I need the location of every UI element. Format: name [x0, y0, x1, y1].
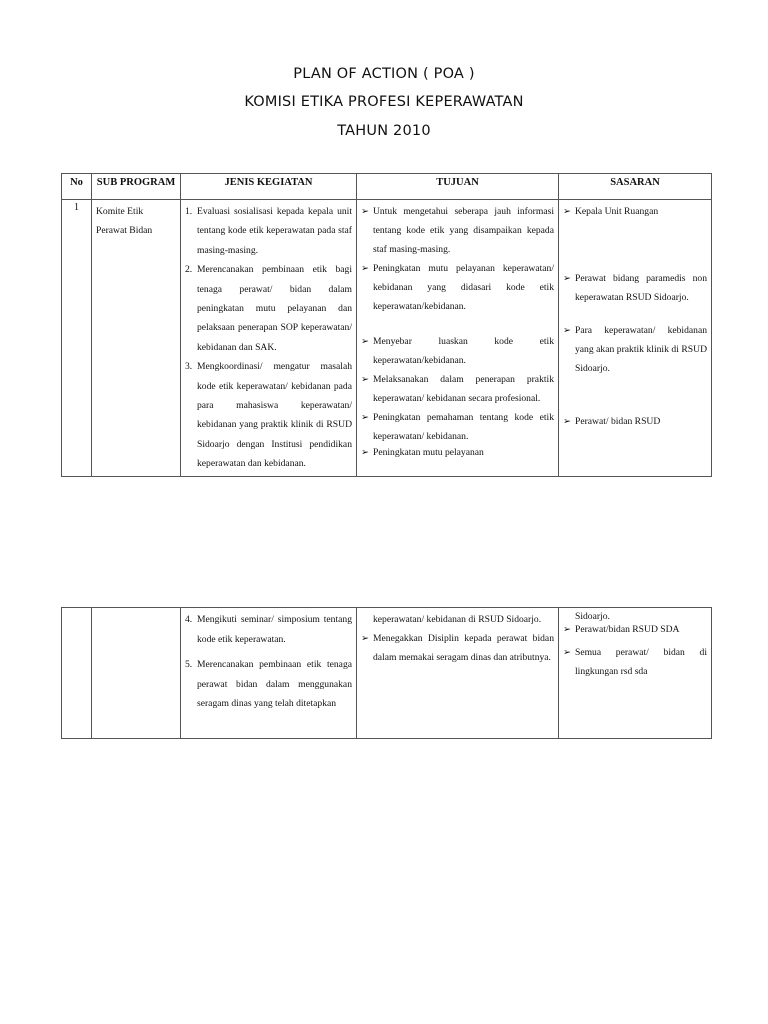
sasaran-cell — [559, 200, 712, 477]
list-item: ➢ Perawat/ bidan RSUD — [563, 412, 707, 431]
header-jenis-kegiatan: JENIS KEGIATAN — [181, 174, 357, 200]
arrow-bullet-icon: ➢ — [361, 336, 370, 347]
list-item: ➢ Para keperawatan/ kebidanan yang akan praktik klinik di RSUD Sidoarjo. — [563, 321, 707, 378]
tujuan-continued: keperawatan/ kebidanan di RSUD Sidoarjo. — [373, 614, 542, 625]
list-item: ➢ Untuk mengetahui seberapa jauh informasi tentang kode etik yang disampaikan kepada staf masing-masing. — [361, 202, 554, 259]
header-sasaran: SASARAN — [559, 174, 712, 200]
list-item: ➢ Peningkatan pemahaman tentang kode etik keperawatan/ kebidanan. — [361, 408, 554, 446]
document-subtitle: KOMISI ETIKA PROFESI KEPERAWATAN — [244, 94, 524, 110]
sub-program-empty — [92, 608, 181, 739]
table-header-row — [62, 174, 712, 200]
header-no: No — [62, 174, 92, 200]
arrow-bullet-icon: ➢ — [361, 447, 370, 458]
arrow-bullet-icon: ➢ — [361, 374, 370, 385]
list-item: 5. Merencanakan pembinaan etik tenaga perawat bidan dalam menggunakan seragam dinas yang telah ditetapkan — [185, 659, 352, 709]
list-item: 2. Merencanakan pembinaan etik bagi tenaga perawat/ bidan dalam peningkatan mutu pelayanan dan pelaksaan penerapan SOP keperawatan/ kebidanan dan SAK. — [185, 264, 352, 353]
sub-program-cell: Komite Etik Perawat Bidan — [92, 200, 181, 477]
table-row — [62, 200, 712, 477]
sasaran-continued: Sidoarjo. — [575, 611, 610, 622]
list-item: ➢ Perawat/bidan RSUD SDA — [563, 624, 680, 635]
tujuan-cell — [357, 200, 559, 477]
arrow-bullet-icon: ➢ — [563, 647, 572, 658]
jenis-kegiatan-cell — [181, 608, 357, 739]
row-number: 1 — [62, 200, 92, 477]
list-item: ➢ Peningkatan mutu pelayanan keperawatan/ kebidanan yang didasari kode etik keperawatan/kebidanan. — [361, 259, 554, 316]
list-item: ➢ Menegakkan Disiplin kepada perawat bidan dalam memakai seragam dinas dan atributnya. — [361, 629, 554, 667]
arrow-bullet-icon: ➢ — [563, 206, 572, 217]
jenis-kegiatan-cell — [181, 200, 357, 477]
arrow-bullet-icon: ➢ — [563, 273, 572, 284]
list-item: 1. Evaluasi sosialisasi kepada kepala unit tentang kode etik keperawatan pada staf masing-masing. — [185, 206, 352, 256]
list-item: ➢ Perawat bidang paramedis non keperawatan RSUD Sidoarjo. — [563, 269, 707, 307]
list-item: ➢ Melaksanakan dalam penerapan praktik keperawatan/ kebidanan secara profesional. — [361, 370, 554, 408]
arrow-bullet-icon: ➢ — [361, 206, 370, 217]
list-item: ➢ Kepala Unit Ruangan — [563, 202, 707, 221]
arrow-bullet-icon: ➢ — [563, 416, 572, 427]
document-title: PLAN OF ACTION ( POA ) — [293, 66, 475, 82]
arrow-bullet-icon: ➢ — [361, 633, 370, 644]
list-item: ➢ Peningkatan mutu pelayanan — [361, 447, 484, 458]
header-tujuan: TUJUAN — [357, 174, 559, 200]
arrow-bullet-icon: ➢ — [361, 263, 370, 274]
tujuan-cell — [357, 608, 559, 739]
list-item: 4. Mengikuti seminar/ simposium tentang kode etik keperawatan. — [185, 614, 352, 645]
plan-table-part2 — [61, 607, 712, 739]
arrow-bullet-icon: ➢ — [563, 624, 572, 635]
plan-table-part1 — [61, 173, 712, 477]
arrow-bullet-icon: ➢ — [563, 325, 572, 336]
arrow-bullet-icon: ➢ — [361, 412, 370, 423]
row-number-empty — [62, 608, 92, 739]
table-row — [62, 608, 712, 739]
sasaran-cell — [559, 608, 712, 739]
list-item: ➢ Semua perawat/ bidan di lingkungan rsd sda — [563, 643, 707, 681]
document-year: TAHUN 2010 — [337, 123, 431, 139]
list-item: 3. Mengkoordinasi/ mengatur masalah kode etik keperawatan/ kebidanan pada para mahasiswa keperawatan/ kebidanan yang praktik klinik di RSUD Sidoarjo dengan Institusi pendidikan keperawatan dan kebidanan. — [185, 361, 352, 470]
header-sub-program: SUB PROGRAM — [92, 174, 181, 200]
list-item: ➢ Menyebar luaskan kode etik keperawatan/kebidanan. — [361, 332, 554, 370]
